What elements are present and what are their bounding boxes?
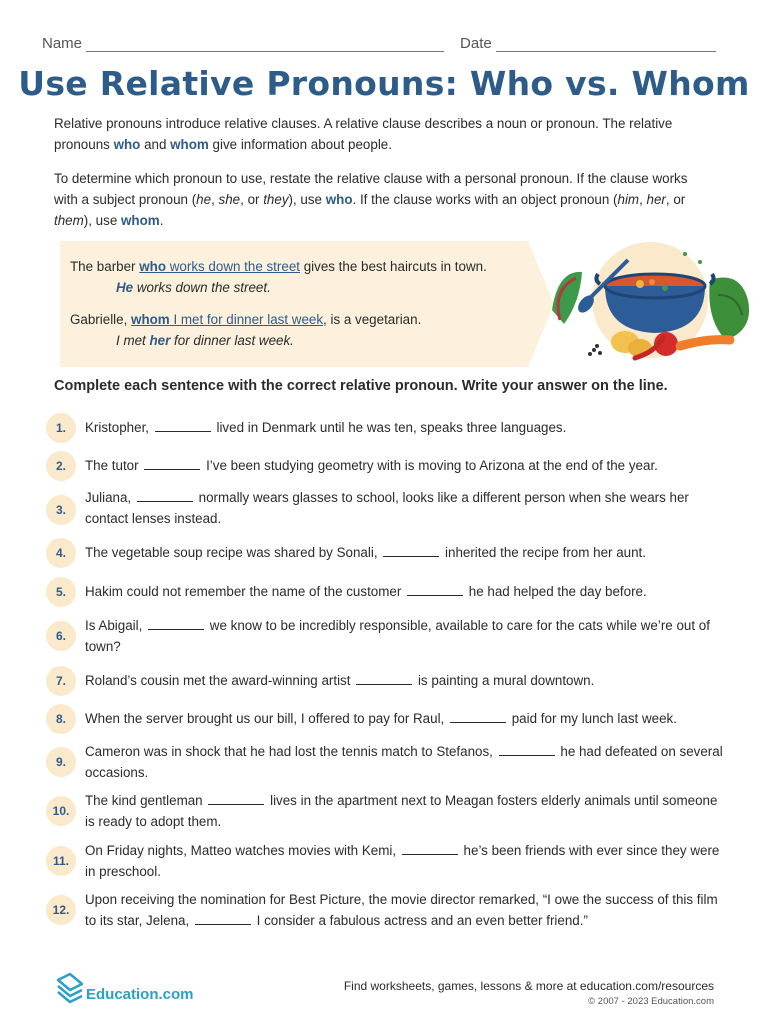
- answer-blank[interactable]: [195, 911, 251, 925]
- soup-pot-illustration: [540, 240, 755, 375]
- footer-tagline: Find worksheets, games, lessons & more at education.com/resources: [343, 979, 714, 993]
- answer-blank[interactable]: [383, 543, 439, 557]
- name-label: Name: [42, 35, 83, 52]
- education-logo-icon: [52, 972, 86, 1008]
- instructions: Complete each sentence with the correct relative pronoun. Write your answer on the line.: [54, 378, 668, 394]
- answer-blank[interactable]: [137, 488, 193, 502]
- question-number: 7.: [46, 666, 76, 696]
- answer-blank[interactable]: [356, 671, 412, 685]
- education-com-logo: [52, 972, 212, 1008]
- example-2-restated: I met her for dinner last week.: [116, 333, 294, 348]
- answer-blank[interactable]: [407, 582, 463, 596]
- answer-blank[interactable]: [450, 709, 506, 723]
- question-number: 3.: [46, 495, 76, 525]
- answer-blank[interactable]: [148, 616, 204, 630]
- name-date-header: [42, 30, 716, 52]
- example-1-sentence: The barber who works down the street gives the best haircuts in town.: [70, 259, 487, 274]
- question-number: 10.: [46, 796, 76, 826]
- question-number: 1.: [46, 413, 76, 443]
- intro-paragraph-2: To determine which pronoun to use, restate the relative clause with a personal pronoun. If the clause works with a subject pronoun (he, she, or they), use who. If the clause works with an object pronoun (him, her, or them), use whom.: [54, 171, 688, 228]
- name-line[interactable]: [86, 35, 444, 52]
- page-title: Use Relative Pronouns: Who vs. Whom: [18, 64, 750, 103]
- question-number: 5.: [46, 577, 76, 607]
- date-line[interactable]: [496, 35, 716, 52]
- intro-paragraph-1: Relative pronouns introduce relative clauses. A relative clause describes a noun or pronoun. The relative pronouns who and whom give information about people.: [54, 116, 673, 152]
- example-2-sentence: Gabrielle, whom I met for dinner last week, is a vegetarian.: [70, 312, 422, 327]
- answer-blank[interactable]: [144, 456, 200, 470]
- example-box: [60, 241, 528, 367]
- question-number: 11.: [46, 846, 76, 876]
- question-number: 8.: [46, 704, 76, 734]
- question-number: 2.: [46, 451, 76, 481]
- question-number: 12.: [46, 895, 76, 925]
- question-number: 9.: [46, 747, 76, 777]
- example-1-restated: He works down the street.: [116, 280, 271, 295]
- answer-blank[interactable]: [402, 841, 458, 855]
- footer-copyright: © 2007 - 2023 Education.com: [588, 996, 714, 1007]
- answer-blank[interactable]: [208, 791, 264, 805]
- logo-text: Education.com: [86, 986, 194, 1003]
- date-label: Date: [460, 35, 492, 52]
- answer-blank[interactable]: [499, 742, 555, 756]
- question-number: 4.: [46, 538, 76, 568]
- answer-blank[interactable]: [155, 418, 211, 432]
- question-number: 6.: [46, 621, 76, 651]
